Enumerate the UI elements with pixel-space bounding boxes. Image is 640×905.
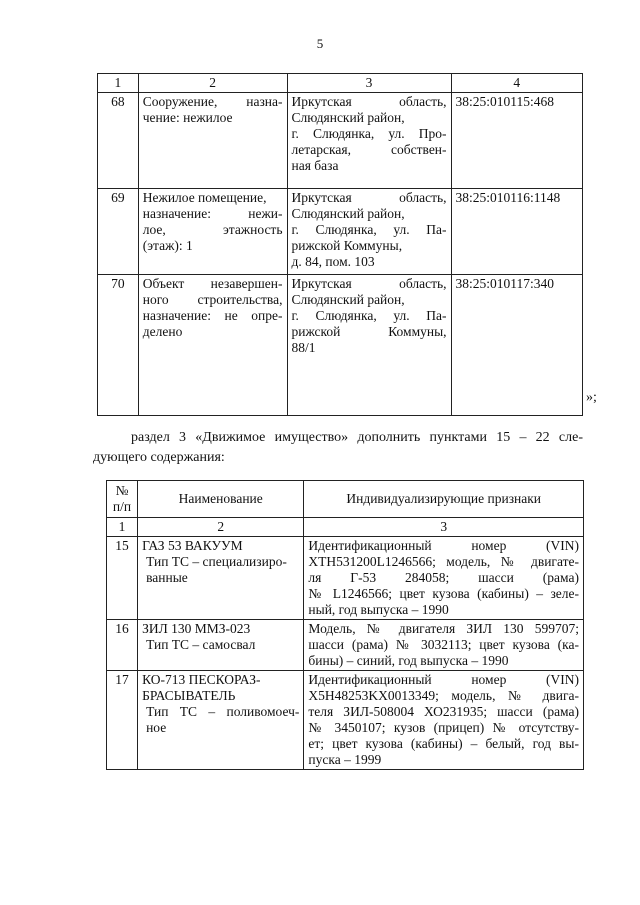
table-row xyxy=(107,537,584,620)
cadastral-number: 38:25:010116:1148 xyxy=(451,189,582,275)
text-line: делено xyxy=(142,324,183,339)
text-line: ХТН531200L1246566; модель, № двигате- xyxy=(308,554,579,569)
header-num: № п/п xyxy=(107,481,138,518)
text-line: Иркутская область, xyxy=(291,190,447,205)
header-cell: 3 xyxy=(304,518,584,537)
object-name xyxy=(138,189,287,275)
text-line: лое, этажность xyxy=(142,222,283,237)
text-line: теля ЗИЛ-508004 ХО231935; шасси (рама) xyxy=(308,704,579,719)
vehicle-features xyxy=(304,671,584,770)
text-line: Тип ТС – поливомоеч- xyxy=(146,704,300,719)
text-line: Объект незавершен- xyxy=(142,276,283,291)
table-row xyxy=(107,671,584,770)
text-line: назначение: не опре- xyxy=(142,308,283,323)
text-line: г. Слюдянка, ул. Про- xyxy=(291,126,447,141)
text-line: Нежилое помещение, xyxy=(142,190,267,205)
cadastral-number: 38:25:010117:340 xyxy=(451,275,582,416)
text-line: г. Слюдянка, ул. Па- xyxy=(291,222,447,237)
text-line: Сооружение, назна- xyxy=(142,94,283,109)
text-line: Модель, № двигателя ЗИЛ 130 599707; xyxy=(308,621,579,636)
text-line: ля Г-53 284058; шасси (рама) xyxy=(308,570,579,585)
amendment-paragraph xyxy=(93,428,583,468)
table-row xyxy=(107,620,584,671)
table-subheader-row xyxy=(107,518,584,537)
text-line: ЗИЛ 130 ММЗ-023 xyxy=(142,621,251,636)
header-cell: 2 xyxy=(138,518,304,537)
text-line: Слюдянский район, xyxy=(291,206,405,221)
closing-quote: »; xyxy=(586,390,597,405)
text-line: летарская, собствен- xyxy=(291,142,447,157)
text-line: Идентификационный номер (VIN) xyxy=(308,538,579,553)
row-number: 17 xyxy=(107,671,138,770)
text-line: Слюдянский район, xyxy=(291,292,405,307)
row-number: 15 xyxy=(107,537,138,620)
text-line: назначение: нежи- xyxy=(142,206,283,221)
text-line: Идентификационный номер (VIN) xyxy=(308,672,579,687)
text-line: ет; цвет кузова (кабины) – белый, год вы- xyxy=(308,736,579,751)
row-number: 16 xyxy=(107,620,138,671)
object-name xyxy=(138,275,287,416)
header-cell: 1 xyxy=(98,74,139,93)
text-line: № L1246566; цвет кузова (кабины) – зеле- xyxy=(308,586,579,601)
text-line: БРАСЫВАТЕЛЬ xyxy=(142,688,236,703)
text-line: X5H48253KX0013349; модель, № двига- xyxy=(308,688,579,703)
text-line: № 3450107; кузов (прицеп) № отсутству- xyxy=(308,720,579,735)
row-number: 70 xyxy=(98,275,139,416)
real-estate-table xyxy=(97,73,583,416)
text-line: ная база xyxy=(291,158,339,173)
text-line: КО-713 ПЕСКОРАЗ- xyxy=(142,672,261,687)
text-line: Слюдянский район, xyxy=(291,110,405,125)
row-number: 69 xyxy=(98,189,139,275)
header-features: Индивидуализирующие признаки xyxy=(304,481,584,518)
text-line: (этаж): 1 xyxy=(142,238,193,253)
text-line: шасси (рама) № 3032113; цвет кузова (ка- xyxy=(308,637,579,652)
object-name xyxy=(138,93,287,189)
header-cell: 3 xyxy=(287,74,451,93)
text-line: ГАЗ 53 ВАКУУМ xyxy=(142,538,243,553)
header-cell: 4 xyxy=(451,74,582,93)
text-line: Иркутская область, xyxy=(291,94,447,109)
table-row xyxy=(98,93,583,189)
header-cell: 2 xyxy=(138,74,287,93)
text-line: ный, год выпуска – 1990 xyxy=(308,602,449,617)
paragraph-line: раздел 3 «Движимое имущество» дополнить пунктами 15 – 22 сле- xyxy=(131,430,583,445)
movable-property-table xyxy=(106,480,584,770)
cadastral-number: 38:25:010115:468 xyxy=(451,93,582,189)
table-row xyxy=(98,275,583,416)
header-name: Наименование xyxy=(138,481,304,518)
table-header-row xyxy=(98,74,583,93)
text-line: Тип ТС – самосвал xyxy=(146,637,256,652)
vehicle-name xyxy=(138,671,304,770)
text-line: Тип ТС – специализиро- xyxy=(146,554,287,569)
text-line: чение: нежилое xyxy=(142,110,233,125)
text-line: бины) – синий, год выпуска – 1990 xyxy=(308,653,509,668)
vehicle-features xyxy=(304,537,584,620)
text-line: рижской Коммуны, xyxy=(291,324,447,339)
vehicle-name xyxy=(138,620,304,671)
text-line: рижской Коммуны, xyxy=(291,238,403,253)
text-line: г. Слюдянка, ул. Па- xyxy=(291,308,447,323)
table-header-row xyxy=(107,481,584,518)
text-line: пуска – 1999 xyxy=(308,752,382,767)
object-address xyxy=(287,93,451,189)
text-line: 88/1 xyxy=(291,340,316,355)
header-cell: 1 xyxy=(107,518,138,537)
table-row xyxy=(98,189,583,275)
paragraph-line: дующего содержания: xyxy=(93,450,225,465)
object-address xyxy=(287,189,451,275)
text-line: д. 84, пом. 103 xyxy=(291,254,375,269)
page-number: 5 xyxy=(316,36,324,51)
row-number: 68 xyxy=(98,93,139,189)
vehicle-features xyxy=(304,620,584,671)
vehicle-name xyxy=(138,537,304,620)
text-line: Иркутская область, xyxy=(291,276,447,291)
object-address xyxy=(287,275,451,416)
text-line: ного строительства, xyxy=(142,292,283,307)
text-line: ное xyxy=(146,720,167,735)
text-line: ванные xyxy=(146,570,188,585)
